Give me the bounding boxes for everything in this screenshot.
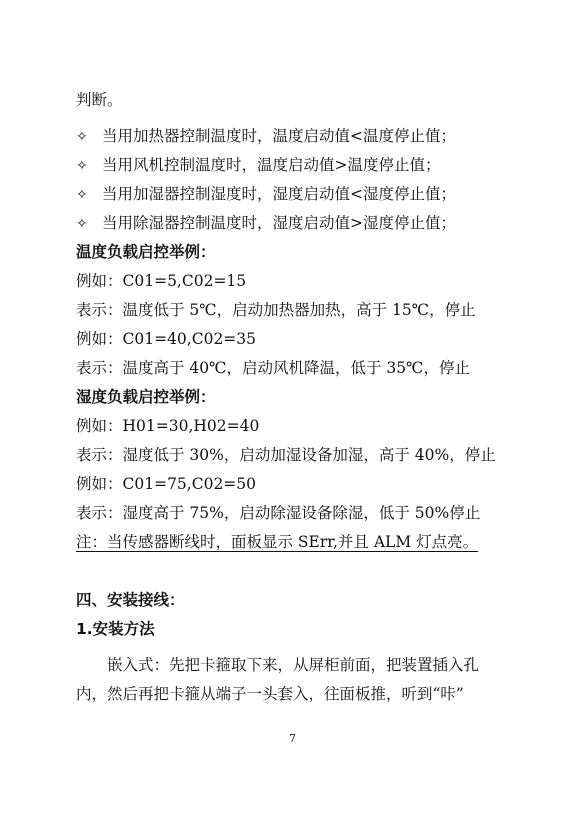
explanation-line: 表示：湿度高于 75%，启动除湿设备除湿，低于 50%停止: [76, 504, 481, 522]
text-line: 判断。: [76, 91, 123, 109]
bullet-item: [76, 126, 456, 147]
paragraph-line: 内，然后再把卡箍从端子一头套入，往面板推，听到“咔”: [76, 685, 464, 703]
example-line: 例如：H01=30,H02=40: [76, 417, 260, 435]
diamond-star-icon: ✧: [76, 216, 88, 232]
example-heading: 温度负载启控举例：: [76, 243, 216, 261]
bullet-text: 当用风机控制温度时，温度启动值>温度停止值；: [102, 156, 441, 174]
diamond-star-icon: ✧: [76, 158, 88, 174]
subsection-heading: 1.安装方法: [76, 620, 155, 638]
example-line: 例如：C01=40,C02=35: [76, 330, 257, 348]
section-heading: 四、安装接线：: [76, 591, 185, 609]
bullet-text: 当用加湿器控制湿度时，湿度启动值<湿度停止值；: [102, 185, 456, 203]
example-line: 例如：C01=5,C02=15: [76, 272, 247, 290]
note-line: 注：当传感器断线时，面板显示 SErr,并且 ALM 灯点亮。: [76, 533, 479, 551]
page-number: 7: [289, 732, 296, 745]
bullet-text: 当用除湿器控制温度时，湿度启动值>湿度停止值；: [102, 214, 456, 232]
bullet-text: 当用加热器控制温度时，温度启动值<温度停止值；: [102, 127, 456, 145]
diamond-star-icon: ✧: [76, 187, 88, 203]
explanation-line: 表示：湿度低于 30%，启动加湿设备加湿，高于 40%，停止: [76, 446, 496, 464]
example-heading: 湿度负载启控举例：: [76, 388, 216, 406]
bullet-item: [76, 155, 441, 176]
paragraph-line: 嵌入式：先把卡箍取下来，从屏柜前面，把装置插入孔: [107, 656, 480, 674]
explanation-line: 表示：温度低于 5℃，启动加热器加热，高于 15℃，停止: [76, 301, 476, 319]
bullet-item: [76, 184, 456, 205]
bullet-item: [76, 213, 456, 234]
explanation-line: 表示：温度高于 40℃，启动风机降温，低于 35℃，停止: [76, 359, 470, 377]
diamond-star-icon: ✧: [76, 129, 88, 145]
example-line: 例如：C01=75,C02=50: [76, 475, 257, 493]
